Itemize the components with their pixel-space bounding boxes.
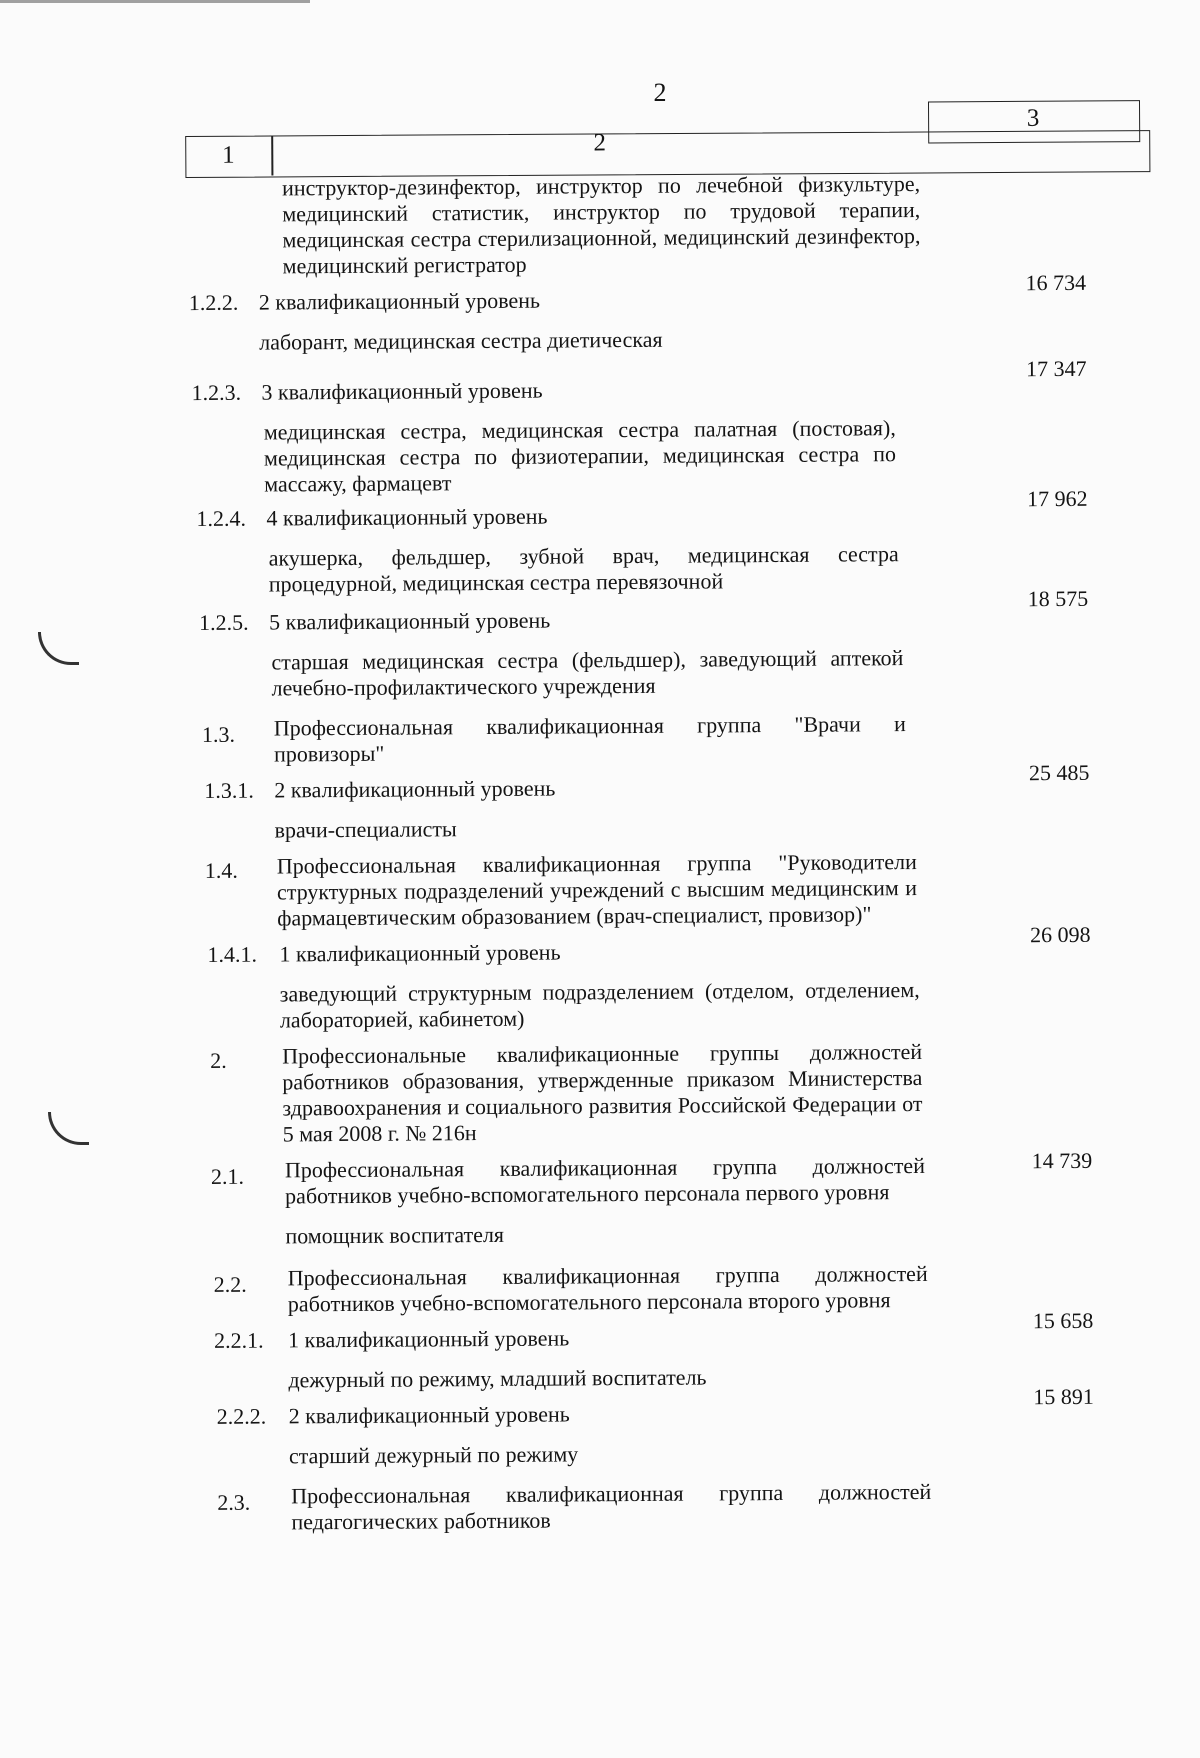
row-text: акушерка, фельдшер, зубной врач, медицинская сестра процедурной, медицинская сестра перевязочной <box>268 541 899 597</box>
table-row <box>209 1383 1169 1430</box>
row-number: 1.3.1. <box>204 777 254 803</box>
row-salary: 15 891 <box>1033 1383 1094 1410</box>
row-number: 1.2.5. <box>199 609 249 636</box>
row-text: Профессиональная квалификационная группа должностей работников учебно-вспомогательного персонала второго уровня <box>287 1260 928 1317</box>
row-text: Профессиональная квалификационная группа должностей работников учебно-вспомогательного персонала первого уровня <box>284 1152 926 1209</box>
row-text: инструктор-дезинфектор, инструктор по лечебной физкультуре, медицинский статистик, инструктор по трудовой терапии, медицинская сестра стерилизационной, медицинский дезинфектор, медицинский регистратор <box>281 170 921 279</box>
table-row <box>191 355 1161 406</box>
table-row <box>209 1437 1169 1470</box>
row-number: 1.3. <box>201 721 235 748</box>
table-body <box>188 169 1169 1536</box>
table-row <box>204 811 1164 844</box>
row-number: 1.4. <box>204 857 238 883</box>
table-row <box>204 759 1164 804</box>
row-text: 5 квалификационный уровень <box>269 607 551 635</box>
row-salary: 17 347 <box>1026 355 1087 382</box>
row-text: Профессиональная квалификационная группа должностей педагогических работников <box>291 1478 932 1535</box>
table-row <box>203 643 1163 702</box>
row-text: Профессиональные квалификационные группы должностей работников образования, утвержденные приказом Министерства здравоохранения и социального развития Российской Федерации от 5 мая 2008 г. № 216н <box>282 1038 923 1147</box>
row-salary: 25 485 <box>1028 759 1090 786</box>
table-row <box>201 323 1161 356</box>
table-row <box>200 169 1161 280</box>
row-text: дежурный по режиму, младший воспитатель <box>288 1364 707 1393</box>
row-salary: 14 739 <box>1031 1147 1093 1174</box>
binder-hole-mark <box>48 1112 89 1145</box>
row-text: 4 квалификационный уровень <box>266 503 548 531</box>
table-row <box>209 1477 1169 1536</box>
row-text: Профессиональная квалификационная группа "Руководители структурных подразделений учреждений с высшим медицинским и фармацевтическим образованием (врач-специалист, провизор)" <box>276 849 918 931</box>
row-text: лаборант, медицинская сестра диетическая <box>259 326 663 355</box>
row-number: 2.2. <box>213 1271 247 1297</box>
table-header <box>185 100 1145 180</box>
row-text: старшая медицинская сестра (фельдшер), заведующий аптекой лечебно-профилактического учреждения <box>271 645 904 701</box>
binder-hole-mark <box>38 632 79 665</box>
row-text: врачи-специалисты <box>274 816 457 843</box>
row-text: 2 квалификационный уровень <box>258 287 541 315</box>
row-text: 3 квалификационный уровень <box>261 377 543 405</box>
row-text: 1 квалификационный уровень <box>279 939 561 967</box>
row-text: 2 квалификационный уровень <box>288 1401 570 1429</box>
header-col1: 1 <box>221 141 235 169</box>
table-row <box>206 1037 1167 1148</box>
table-row <box>205 847 1166 932</box>
row-number: 2.2.2. <box>216 1403 267 1429</box>
page-number: 2 <box>653 78 667 107</box>
row-text: 1 квалификационный уровень <box>288 1325 570 1353</box>
table-row <box>206 975 1166 1034</box>
table-row <box>202 413 1163 498</box>
row-text: 2 квалификационный уровень <box>274 775 556 803</box>
table-row <box>208 1307 1168 1354</box>
scan-edge-mark <box>0 0 310 3</box>
table-row <box>188 269 1161 316</box>
row-text: заведующий структурным подразделением (отделом, отделением, лабораторией, кабинетом) <box>279 976 920 1033</box>
row-salary: 17 962 <box>1026 485 1088 512</box>
table-row <box>196 485 1162 532</box>
row-salary: 15 658 <box>1032 1307 1094 1334</box>
row-number: 1.4.1. <box>207 941 258 967</box>
table-row <box>207 1147 1167 1210</box>
table-row <box>205 921 1165 968</box>
row-number: 1.2.2. <box>188 289 239 316</box>
row-salary: 16 734 <box>1025 269 1087 296</box>
row-text: медицинская сестра, медицинская сестра палатная (постовая), медицинская сестра по физиотерапии, медицинская сестра по массажу, фармацевт <box>263 415 897 497</box>
row-number: 1.2.3. <box>191 379 242 406</box>
row-number: 2.3. <box>217 1489 251 1515</box>
row-text: помощник воспитателя <box>285 1221 505 1249</box>
row-salary: 18 575 <box>1027 585 1089 612</box>
row-number: 2. <box>210 1047 227 1073</box>
row-number: 2.1. <box>210 1163 245 1189</box>
row-number: 1.2.4. <box>196 505 246 532</box>
table-row <box>199 585 1163 636</box>
table-row <box>207 1217 1167 1250</box>
row-number: 2.2.1. <box>214 1327 264 1353</box>
row-number <box>200 175 280 176</box>
table-row <box>201 709 1164 768</box>
row-text: старший дежурный по режиму <box>288 1441 579 1469</box>
row-text: Профессиональная квалификационная группа "Врачи и провизоры" <box>273 711 906 767</box>
row-salary: 26 098 <box>1029 921 1091 948</box>
header-col3: 3 <box>1026 104 1040 132</box>
header-col2: 2 <box>593 129 607 157</box>
